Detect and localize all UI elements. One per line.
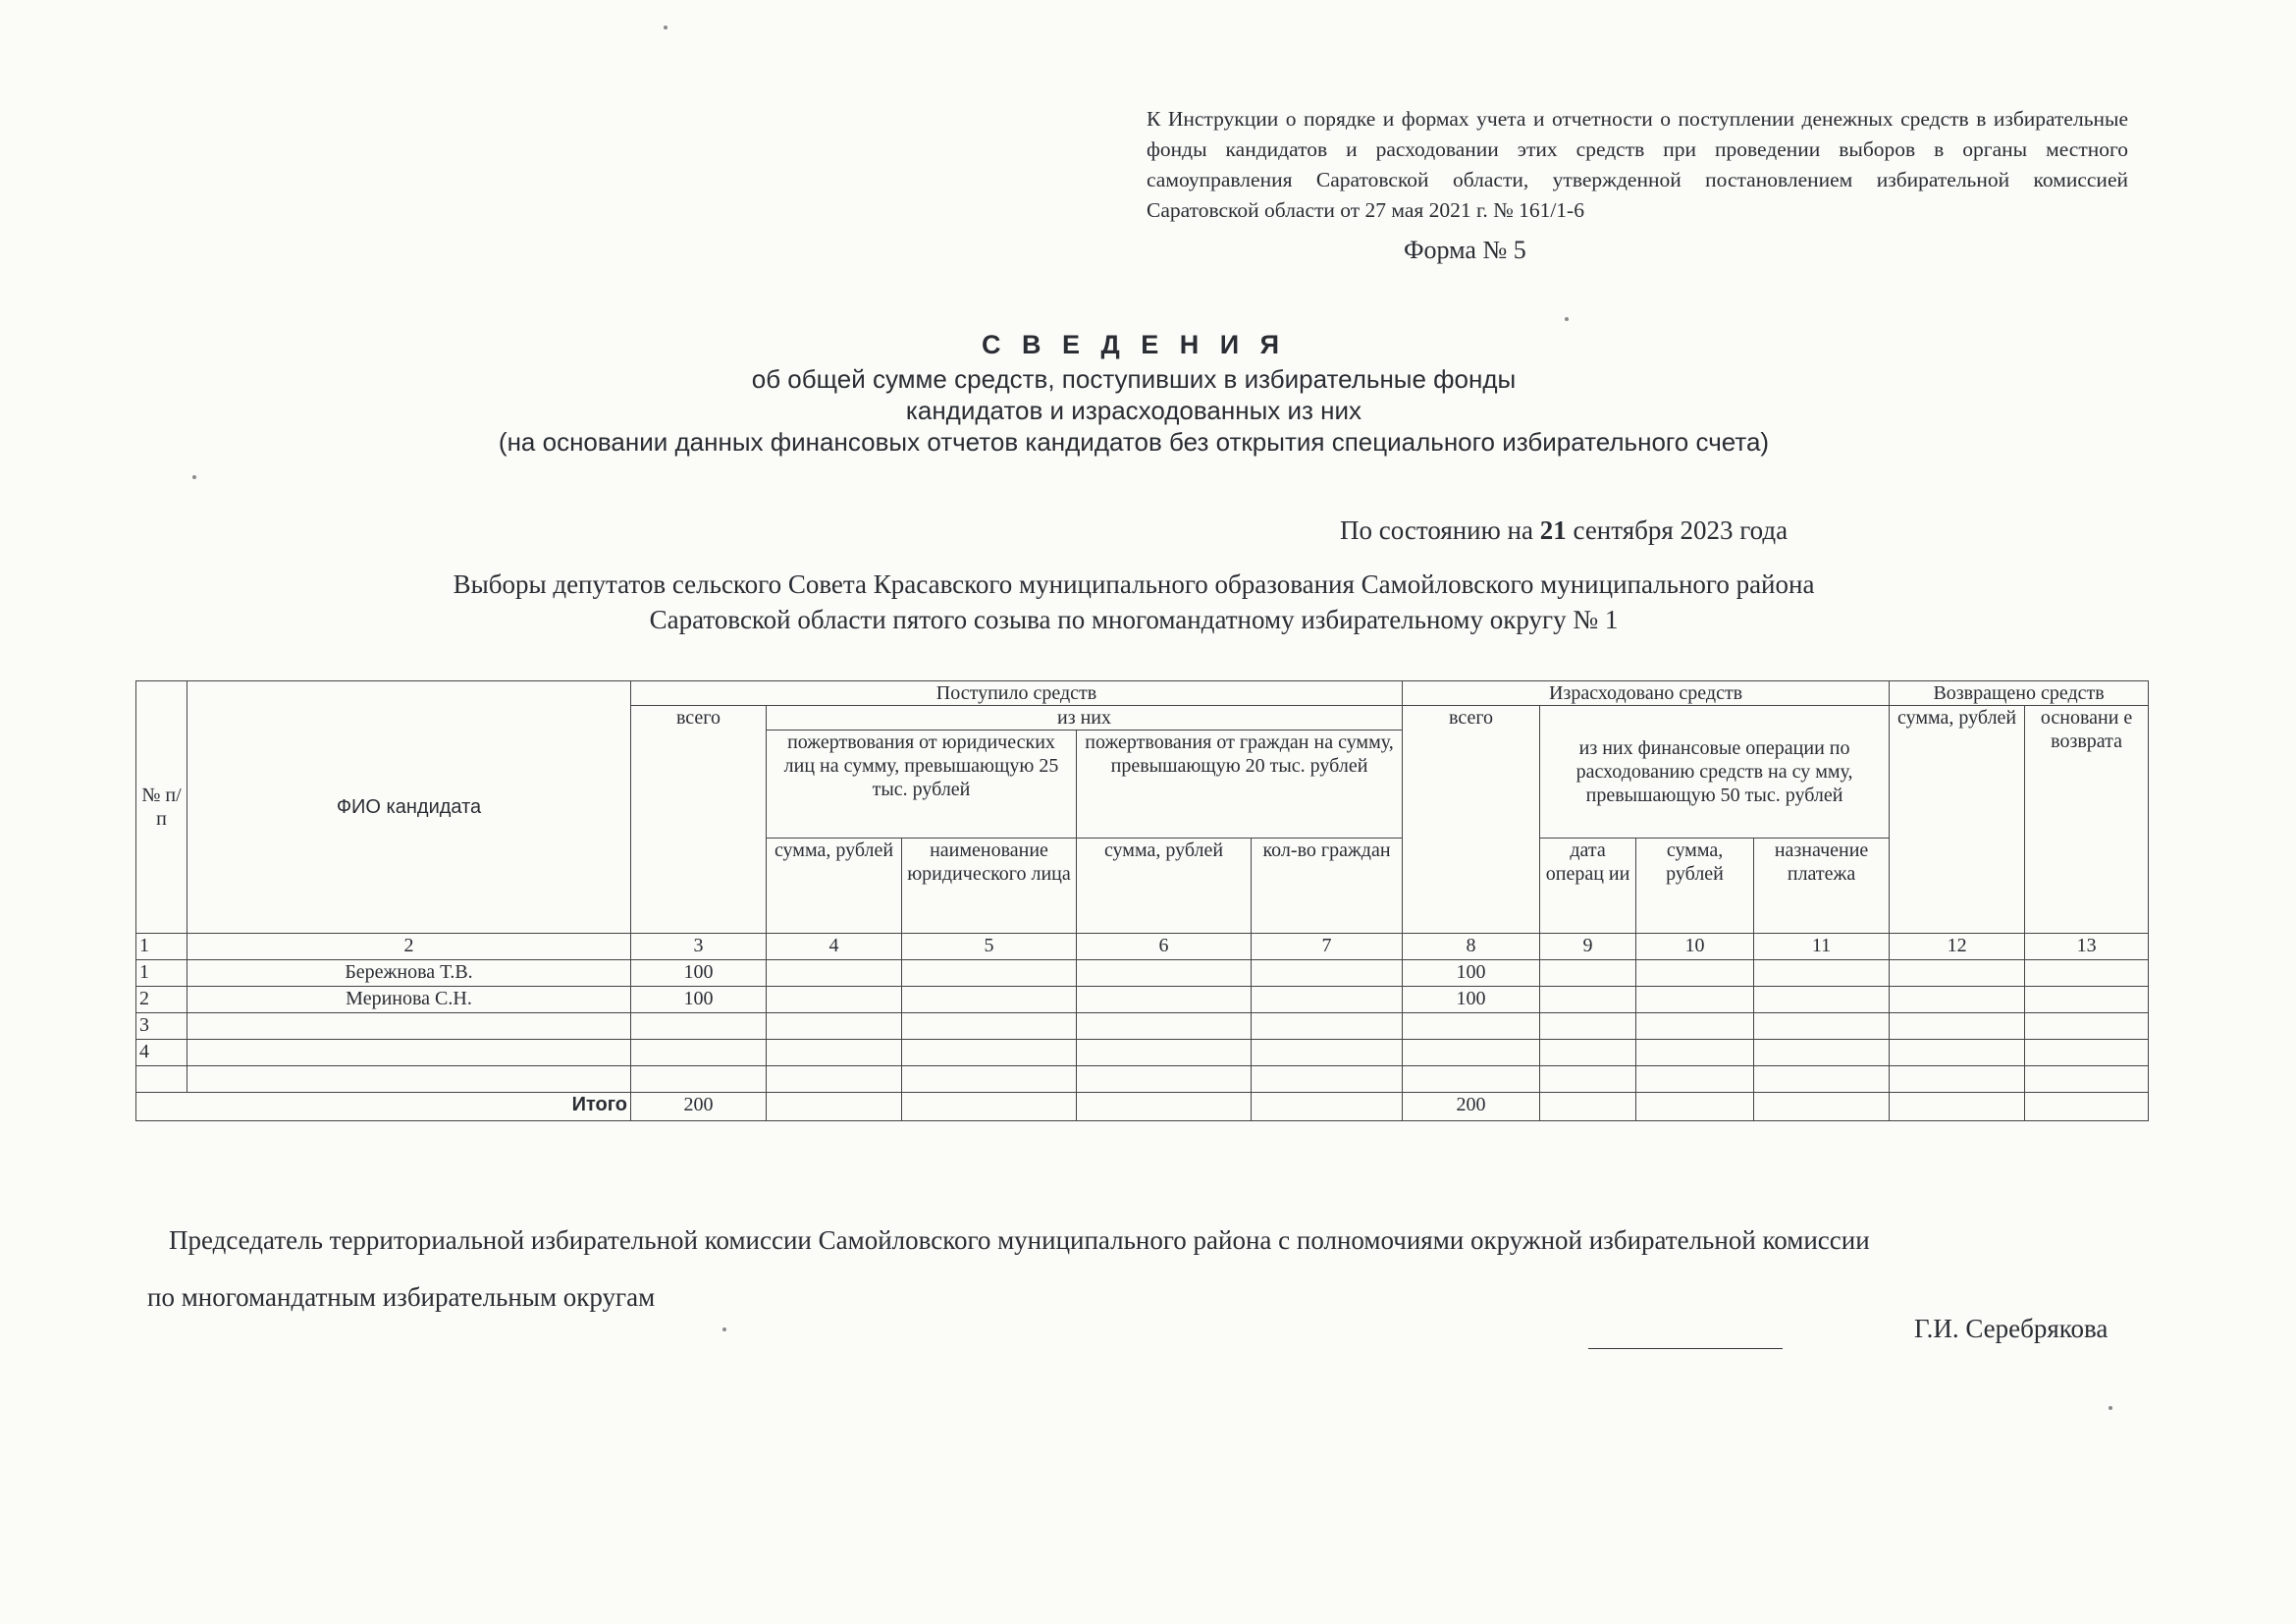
row-fio: [187, 1040, 631, 1066]
election-line-2: Саратовской области пятого созыва по многомандатному избирательному округу № 1: [649, 605, 1619, 634]
row-spent: [1403, 1066, 1540, 1093]
header-received: Поступило средств: [631, 681, 1403, 706]
instruction-reference: К Инструкции о порядке и формах учета и отчетности о поступлении денежных средств в избирательные фонды кандидатов и расходовании этих средств при проведении выборов в органы местного самоуправления Саратовской области, утвержденной постановлением избирательной комиссией Саратовской области от 27 мая 2021 г. № 161/1-6: [1147, 107, 2128, 222]
column-number: 2: [187, 934, 631, 960]
row-fio: [187, 1066, 631, 1093]
chairman-title-line-2: по многомандатным избирательным округам: [147, 1282, 656, 1312]
header-of-them: из них: [767, 706, 1403, 731]
row-num: 1: [136, 960, 187, 987]
form-number: Форма № 5: [1404, 236, 1526, 264]
row-received: [631, 1040, 767, 1066]
chairman-signature-block: [147, 1212, 2150, 1326]
funds-table: [135, 680, 2149, 1121]
title-line-2: кандидатов и израсходованных из них: [905, 396, 1362, 425]
total-label: Итого: [136, 1093, 631, 1121]
table-row: [136, 1013, 2149, 1040]
row-received: 100: [631, 987, 767, 1013]
header-fio: ФИО кандидата: [187, 681, 631, 934]
total-row: [136, 1093, 2149, 1121]
row-fio: [187, 1013, 631, 1040]
row-received: 100: [631, 960, 767, 987]
header-citizen-sum: сумма, рублей: [1077, 839, 1252, 934]
row-num: 2: [136, 987, 187, 1013]
row-spent: 100: [1403, 987, 1540, 1013]
election-name: [294, 567, 1973, 637]
document-title: [294, 326, 1973, 458]
total-spent: 200: [1403, 1093, 1540, 1121]
column-number: 4: [767, 934, 902, 960]
header-op-date: дата операц ии: [1540, 839, 1636, 934]
row-num: 4: [136, 1040, 187, 1066]
table-row: [136, 960, 2149, 987]
column-number: 12: [1890, 934, 2025, 960]
table-row: [136, 987, 2149, 1013]
column-number: 10: [1636, 934, 1754, 960]
row-num: [136, 1066, 187, 1093]
title-line-3: (на основании данных финансовых отчетов кандидатов без открытия специального избирательного счета): [498, 427, 1770, 457]
column-number: 5: [902, 934, 1077, 960]
column-number: 11: [1754, 934, 1890, 960]
scan-speck: [1565, 317, 1569, 321]
header-legal-name: наименование юридического лица: [902, 839, 1077, 934]
header-spent-operations: из них финансовые операции по расходованию средств на су мму, превышающую 50 тыс. рублей: [1540, 706, 1890, 839]
header-total-received: всего: [631, 706, 767, 934]
row-spent: 100: [1403, 960, 1540, 987]
signer-name: Г.И. Серебрякова: [1914, 1314, 2109, 1343]
row-num: 3: [136, 1013, 187, 1040]
header-total-spent: всего: [1403, 706, 1540, 934]
row-spent: [1403, 1013, 1540, 1040]
table-row: [136, 1066, 2149, 1093]
header-returned-sum: сумма, рублей: [1890, 706, 2025, 934]
column-number: 6: [1077, 934, 1252, 960]
column-number: 7: [1252, 934, 1403, 960]
chairman-title-line-1: Председатель территориальной избирательной комиссии Самойловского муниципального района с полномочиями окружной избирательной комиссии: [169, 1225, 1870, 1255]
table-row: [136, 1040, 2149, 1066]
header-op-sum: сумма, рублей: [1636, 839, 1754, 934]
total-received: 200: [631, 1093, 767, 1121]
as-of-rest: сентября 2023 года: [1566, 515, 1789, 545]
signature-line: [1588, 1348, 1783, 1349]
header-legal-sum: сумма, рублей: [767, 839, 902, 934]
header-legal-donations: пожертвования от юридических лиц на сумму, превышающую 25 тыс. рублей: [767, 731, 1077, 839]
scan-speck: [722, 1327, 726, 1331]
scan-speck: [2109, 1406, 2112, 1410]
election-line-1: Выборы депутатов сельского Совета Красавского муниципального образования Самойловского муниципального района: [453, 569, 1815, 599]
as-of-date: [1340, 515, 1788, 546]
title-main: С В Е Д Е Н И Я: [981, 330, 1287, 359]
column-number: 13: [2025, 934, 2149, 960]
scan-speck: [192, 475, 196, 479]
header-returned: Возвращено средств: [1890, 681, 2149, 706]
header-op-purpose: назначение платежа: [1754, 839, 1890, 934]
row-fio: Бережнова Т.В.: [187, 960, 631, 987]
header-return-reason: основани е возврата: [2025, 706, 2149, 934]
row-received: [631, 1013, 767, 1040]
header-num: № п/п: [136, 681, 187, 934]
column-number: 8: [1403, 934, 1540, 960]
as-of-prefix: По состоянию на: [1340, 515, 1540, 545]
column-number: 3: [631, 934, 767, 960]
scan-speck: [664, 26, 667, 29]
row-received: [631, 1066, 767, 1093]
row-spent: [1403, 1040, 1540, 1066]
header-citizen-donations: пожертвования от граждан на сумму, превышающую 20 тыс. рублей: [1077, 731, 1403, 839]
title-line-1: об общей сумме средств, поступивших в избирательные фонды: [751, 364, 1517, 394]
column-number: 1: [136, 934, 187, 960]
column-number: 9: [1540, 934, 1636, 960]
as-of-day: 21: [1539, 515, 1567, 545]
header-citizen-count: кол-во граждан: [1252, 839, 1403, 934]
row-fio: Меринова С.Н.: [187, 987, 631, 1013]
header-spent: Израсходовано средств: [1403, 681, 1890, 706]
